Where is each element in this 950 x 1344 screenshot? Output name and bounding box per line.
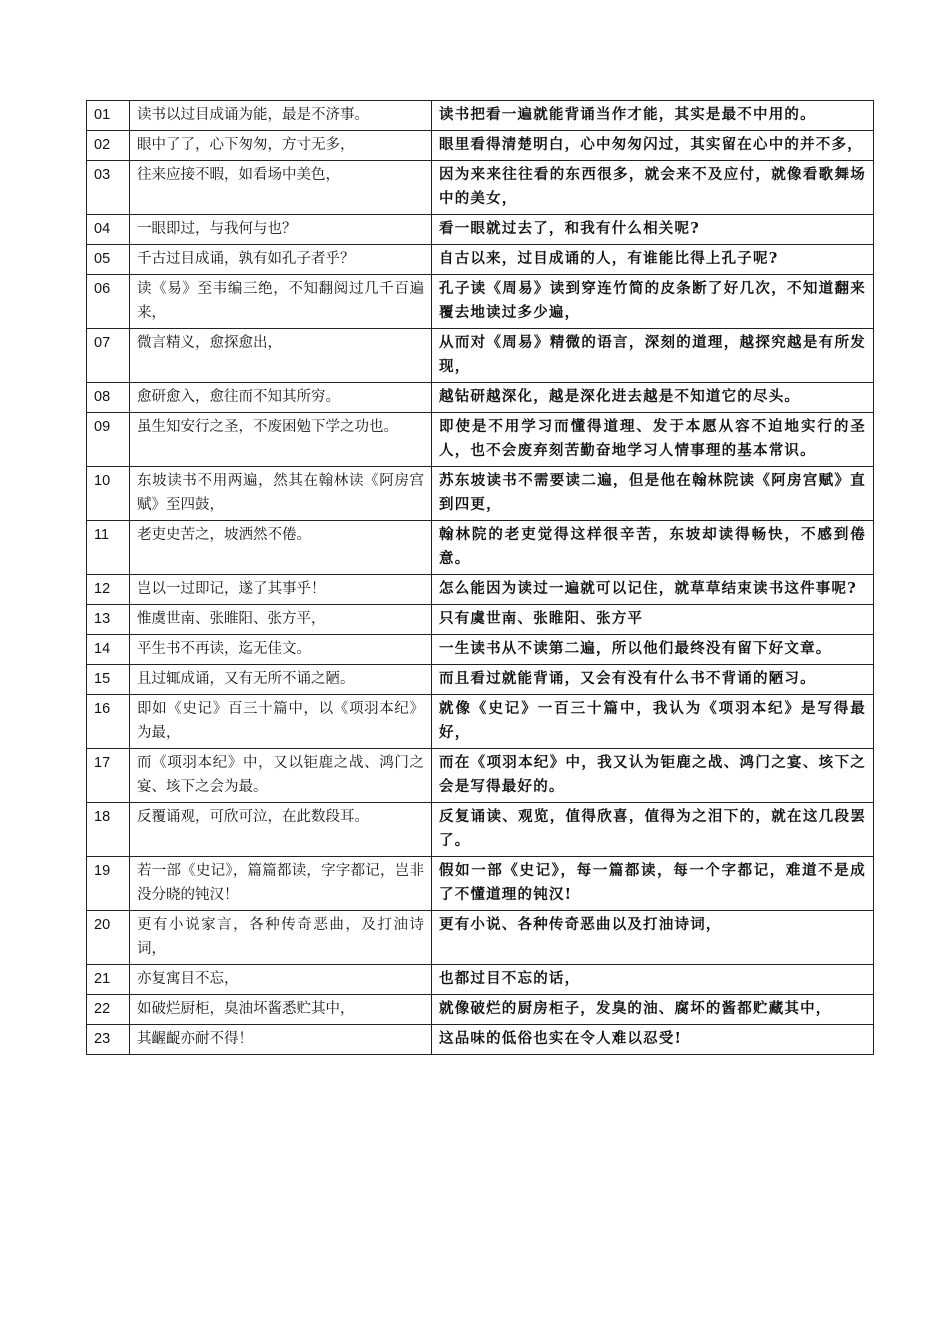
table-row (87, 911, 874, 965)
translation-text-cell: 苏东坡读书不需要读二遍，但是他在翰林院读《阿房宫赋》直到四更， (432, 467, 874, 521)
table-row (87, 131, 874, 161)
table-row (87, 383, 874, 413)
original-text-cell: 老吏史苦之，坡洒然不倦。 (130, 521, 432, 575)
row-number: 11 (87, 521, 130, 575)
translation-text-cell: 就像《史记》一百三十篇中，我认为《项羽本纪》是写得最好， (432, 695, 874, 749)
row-number: 08 (87, 383, 130, 413)
original-text-cell: 眼中了了，心下匆匆，方寸无多， (130, 131, 432, 161)
row-number: 15 (87, 665, 130, 695)
table-body (87, 101, 874, 1055)
row-number: 23 (87, 1025, 130, 1055)
original-text-cell: 即如《史记》百三十篇中，以《项羽本纪》为最， (130, 695, 432, 749)
translation-text-cell: 更有小说、各种传奇恶曲以及打油诗词， (432, 911, 874, 965)
table-row (87, 101, 874, 131)
row-number: 10 (87, 467, 130, 521)
table-row (87, 245, 874, 275)
table-row (87, 521, 874, 575)
row-number: 07 (87, 329, 130, 383)
table-row (87, 803, 874, 857)
row-number: 21 (87, 965, 130, 995)
row-number: 12 (87, 575, 130, 605)
table-row (87, 605, 874, 635)
table-row (87, 413, 874, 467)
table-row (87, 329, 874, 383)
row-number: 03 (87, 161, 130, 215)
translation-text-cell: 翰林院的老吏觉得这样很辛苦，东坡却读得畅快，不感到倦意。 (432, 521, 874, 575)
original-text-cell: 若一部《史记》，篇篇都读，字字都记，岂非没分晓的钝汉！ (130, 857, 432, 911)
translation-text-cell: 看一眼就过去了，和我有什么相关呢? (432, 215, 874, 245)
table-row (87, 275, 874, 329)
row-number: 05 (87, 245, 130, 275)
table-row (87, 467, 874, 521)
row-number: 13 (87, 605, 130, 635)
table-row (87, 575, 874, 605)
row-number: 18 (87, 803, 130, 857)
translation-text-cell: 只有虞世南、张睢阳、张方平 (432, 605, 874, 635)
translation-text-cell: 就像破烂的厨房柜子，发臭的油、腐坏的酱都贮藏其中， (432, 995, 874, 1025)
original-text-cell: 一眼即过，与我何与也？ (130, 215, 432, 245)
row-number: 06 (87, 275, 130, 329)
original-text-cell: 惟虞世南、张睢阳、张方平， (130, 605, 432, 635)
original-text-cell: 微言精义，愈探愈出， (130, 329, 432, 383)
original-text-cell: 反覆诵观，可欣可泣，在此数段耳。 (130, 803, 432, 857)
translation-text-cell: 眼里看得清楚明白，心中匆匆闪过，其实留在心中的并不多， (432, 131, 874, 161)
translation-text-cell: 而且看过就能背诵，又会有没有什么书不背诵的陋习。 (432, 665, 874, 695)
table-row (87, 161, 874, 215)
row-number: 09 (87, 413, 130, 467)
translation-text-cell: 一生读书从不读第二遍，所以他们最终没有留下好文章。 (432, 635, 874, 665)
table-row (87, 695, 874, 749)
original-text-cell: 读书以过目成诵为能，最是不济事。 (130, 101, 432, 131)
row-number: 04 (87, 215, 130, 245)
table-row (87, 665, 874, 695)
translation-text-cell: 反复诵读、观览，值得欣喜，值得为之泪下的，就在这几段罢了。 (432, 803, 874, 857)
original-text-cell: 千古过目成诵，孰有如孔子者乎？ (130, 245, 432, 275)
original-text-cell: 读《易》至韦编三绝，不知翻阅过几千百遍来， (130, 275, 432, 329)
original-text-cell: 平生书不再读，迄无佳文。 (130, 635, 432, 665)
row-number: 20 (87, 911, 130, 965)
translation-text-cell: 这品味的低俗也实在令人难以忍受! (432, 1025, 874, 1055)
translation-text-cell: 读书把看一遍就能背诵当作才能，其实是最不中用的。 (432, 101, 874, 131)
table-row (87, 635, 874, 665)
original-text-cell: 愈研愈入，愈往而不知其所穷。 (130, 383, 432, 413)
translation-text-cell: 因为来来往往看的东西很多，就会来不及应付，就像看歌舞场中的美女， (432, 161, 874, 215)
original-text-cell: 更有小说家言，各种传奇恶曲，及打油诗词， (130, 911, 432, 965)
translation-table (86, 100, 874, 1055)
original-text-cell: 往来应接不暇，如看场中美色， (130, 161, 432, 215)
original-text-cell: 且过辄成诵，又有无所不诵之陋。 (130, 665, 432, 695)
translation-text-cell: 从而对《周易》精微的语言，深刻的道理，越探究越是有所发现， (432, 329, 874, 383)
translation-text-cell: 也都过目不忘的话， (432, 965, 874, 995)
table-row (87, 995, 874, 1025)
translation-text-cell: 怎么能因为读过一遍就可以记住，就草草结束读书这件事呢? (432, 575, 874, 605)
translation-text-cell: 而在《项羽本纪》中，我又认为钜鹿之战、鸿门之宴、垓下之会是写得最好的。 (432, 749, 874, 803)
original-text-cell: 东坡读书不用两遍，然其在翰林读《阿房宫赋》至四鼓， (130, 467, 432, 521)
row-number: 16 (87, 695, 130, 749)
translation-text-cell: 假如一部《史记》，每一篇都读，每一个字都记，难道不是成了不懂道理的钝汉! (432, 857, 874, 911)
original-text-cell: 亦复寓目不忘， (130, 965, 432, 995)
translation-text-cell: 即使是不用学习而懂得道理、发于本愿从容不迫地实行的圣人，也不会废弃刻苦勤奋地学习人情事理的基本常识。 (432, 413, 874, 467)
row-number: 17 (87, 749, 130, 803)
original-text-cell: 岂以一过即记，遂了其事乎！ (130, 575, 432, 605)
row-number: 02 (87, 131, 130, 161)
row-number: 19 (87, 857, 130, 911)
original-text-cell: 而《项羽本纪》中，又以钜鹿之战、鸿门之宴、垓下之会为最。 (130, 749, 432, 803)
table-row (87, 215, 874, 245)
table-row (87, 965, 874, 995)
translation-text-cell: 自古以来，过目成诵的人，有谁能比得上孔子呢? (432, 245, 874, 275)
row-number: 22 (87, 995, 130, 1025)
row-number: 01 (87, 101, 130, 131)
original-text-cell: 如破烂厨柜，臭油坏酱悉贮其中， (130, 995, 432, 1025)
original-text-cell: 虽生知安行之圣，不废困勉下学之功也。 (130, 413, 432, 467)
original-text-cell: 其齷齪亦耐不得！ (130, 1025, 432, 1055)
translation-text-cell: 孔子读《周易》读到穿连竹简的皮条断了好几次，不知道翻来覆去地读过多少遍， (432, 275, 874, 329)
table-row (87, 857, 874, 911)
table-row (87, 749, 874, 803)
translation-text-cell: 越钻研越深化，越是深化进去越是不知道它的尽头。 (432, 383, 874, 413)
table-row (87, 1025, 874, 1055)
row-number: 14 (87, 635, 130, 665)
